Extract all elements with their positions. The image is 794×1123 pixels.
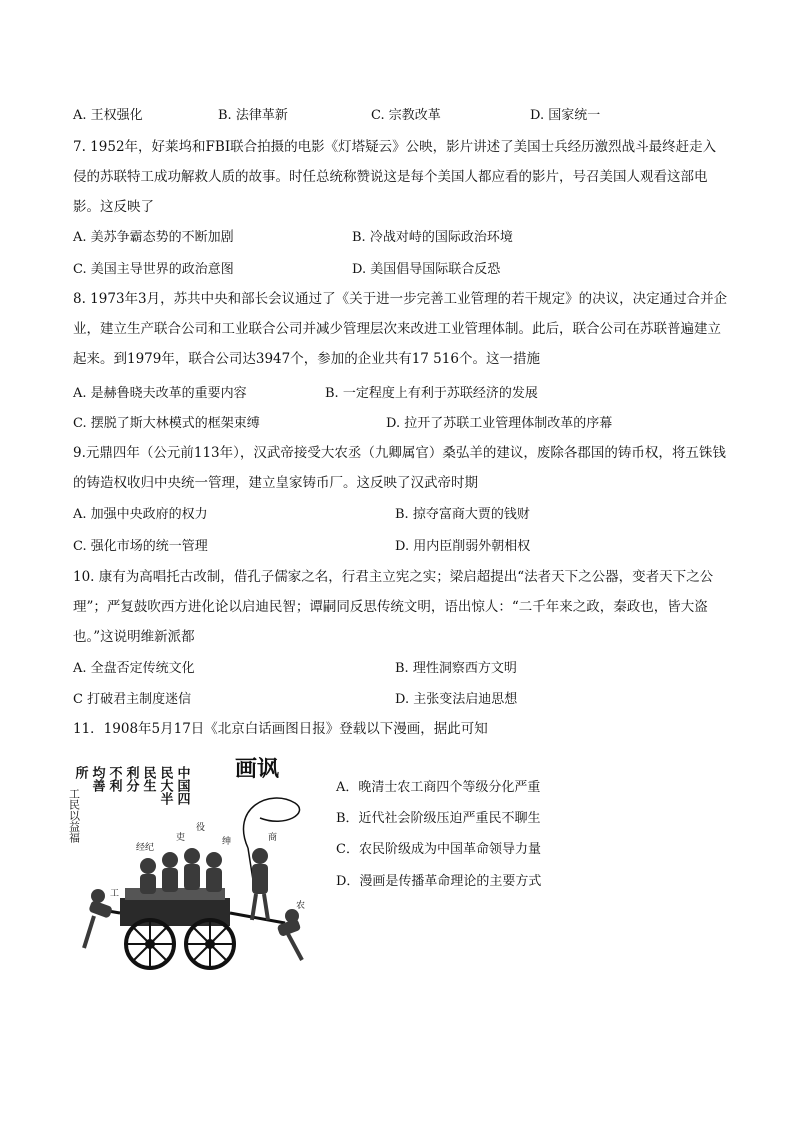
cartoon-caption (73, 765, 190, 806)
caption-col-1: 中国四 (174, 766, 190, 805)
q7-option-b[interactable]: B. 冷战对峙的国际政治环境 (352, 230, 513, 245)
q7-option-a[interactable]: A. 美苏争霸态势的不断加剧 (73, 230, 234, 245)
caption-col-5: 不利 (106, 766, 122, 792)
caption-col-3: 民生 (140, 766, 156, 792)
q7-stem: 7. 1952年，好莱坞和FBI联合拍摄的电影《灯塔疑云》公映，影片讲述了美国士兵经历激烈战斗最终赶走入侵的苏联特工成功解救人质的故事。时任总统称赞说这是每个美国人都应看的影片，号召美国人观看这部电影。这反映了 (73, 139, 717, 215)
cartoon-title: 画讽 (235, 756, 280, 782)
label-broker: 经纪 (136, 843, 155, 853)
q10-option-a[interactable]: A. 全盘否定传统文化 (73, 661, 195, 676)
q8-stem: 8. 1973年3月，苏共中央和部长会议通过了《关于进一步完善工业管理的若干规定》的决议，决定通过合并企业，建立生产联合公司和工业联合公司并减少管理层次来改进工业管理体制。此后，联合公司在苏联普遍建立起来。到1979年，联合公司达3947个，参加的企业共有17 516个。这一措施 (73, 291, 728, 367)
label-official: 吏 (176, 833, 186, 843)
q10-option-d[interactable]: D. 主张变法启迪思想 (395, 692, 518, 707)
caption-col-7: 所 (72, 766, 88, 779)
q9-option-b[interactable]: B. 掠夺富商大贾的钱财 (395, 507, 530, 522)
q6-option-d[interactable]: D. 国家统一 (530, 108, 601, 123)
label-peasant: 农 (296, 901, 306, 911)
q11-stem: 11．1908年5月17日《北京白话画图日报》登载以下漫画，据此可知 (73, 721, 488, 737)
caption-col-4: 利分 (123, 766, 139, 792)
q11-option-c[interactable]: C．农民阶级成为中国革命领导力量 (336, 842, 541, 857)
label-gentry: 绅 (222, 837, 232, 847)
q10-stem: 10. 康有为高唱托古改制，借孔子儒家之名，行君主立宪之实；梁启超提出“法者天下之公器，变者天下之公理”；严复鼓吹西方进化论以启迪民智；谭嗣同反思传统文明，语出惊人：“二千年来之政，秦政也，皆大盗也。”这说明维新派都 (73, 569, 714, 645)
q10-option-c[interactable]: C 打破君主制度迷信 (73, 692, 192, 707)
q8-option-c[interactable]: C. 摆脱了斯大林模式的框架束缚 (73, 416, 260, 431)
caption-col-2: 民大半 (157, 766, 173, 805)
cartoon-side-text: 工民以益福 (67, 788, 81, 843)
caption-col-6: 均善 (89, 766, 105, 792)
cartoon-illustration (67, 748, 320, 980)
cart-wheel-right (186, 920, 234, 968)
cart-wheel-left (126, 920, 174, 968)
q10-option-b[interactable]: B. 理性洞察西方文明 (395, 661, 517, 676)
q7-option-d[interactable]: D. 美国倡导国际联合反恐 (352, 262, 501, 277)
q9-option-d[interactable]: D. 用内臣削弱外朝相权 (395, 539, 531, 554)
q11-option-b[interactable]: B．近代社会阶级压迫严重民不聊生 (336, 811, 541, 826)
q9-stem: 9.元鼎四年（公元前113年），汉武帝接受大农丞（九卿属官）桑弘羊的建议，废除各郡国的铸币权，将五铢钱的铸造权收归中央统一管理，建立皇家铸币厂。这反映了汉武帝时期 (73, 445, 726, 491)
q11-option-d[interactable]: D．漫画是传播革命理论的主要方式 (336, 874, 542, 889)
q11-option-a[interactable]: A．晚清士农工商四个等级分化严重 (336, 780, 541, 795)
q9-option-c[interactable]: C. 强化市场的统一管理 (73, 539, 208, 554)
q8-option-a[interactable]: A. 是赫鲁晓夫改革的重要内容 (73, 386, 247, 401)
q6-option-b[interactable]: B. 法律革新 (218, 108, 288, 123)
label-servant: 役 (196, 823, 206, 833)
q9-option-a[interactable]: A. 加强中央政府的权力 (73, 507, 208, 522)
label-merchant: 商 (268, 833, 278, 843)
q6-option-a[interactable]: A. 王权强化 (73, 108, 143, 123)
label-worker: 工 (110, 889, 120, 899)
q8-option-d[interactable]: D. 拉开了苏联工业管理体制改革的序幕 (386, 416, 613, 431)
q6-option-c[interactable]: C. 宗教改革 (371, 108, 441, 123)
q7-option-c[interactable]: C. 美国主导世界的政治意图 (73, 262, 234, 277)
q8-option-b[interactable]: B. 一定程度上有利于苏联经济的发展 (325, 386, 538, 401)
